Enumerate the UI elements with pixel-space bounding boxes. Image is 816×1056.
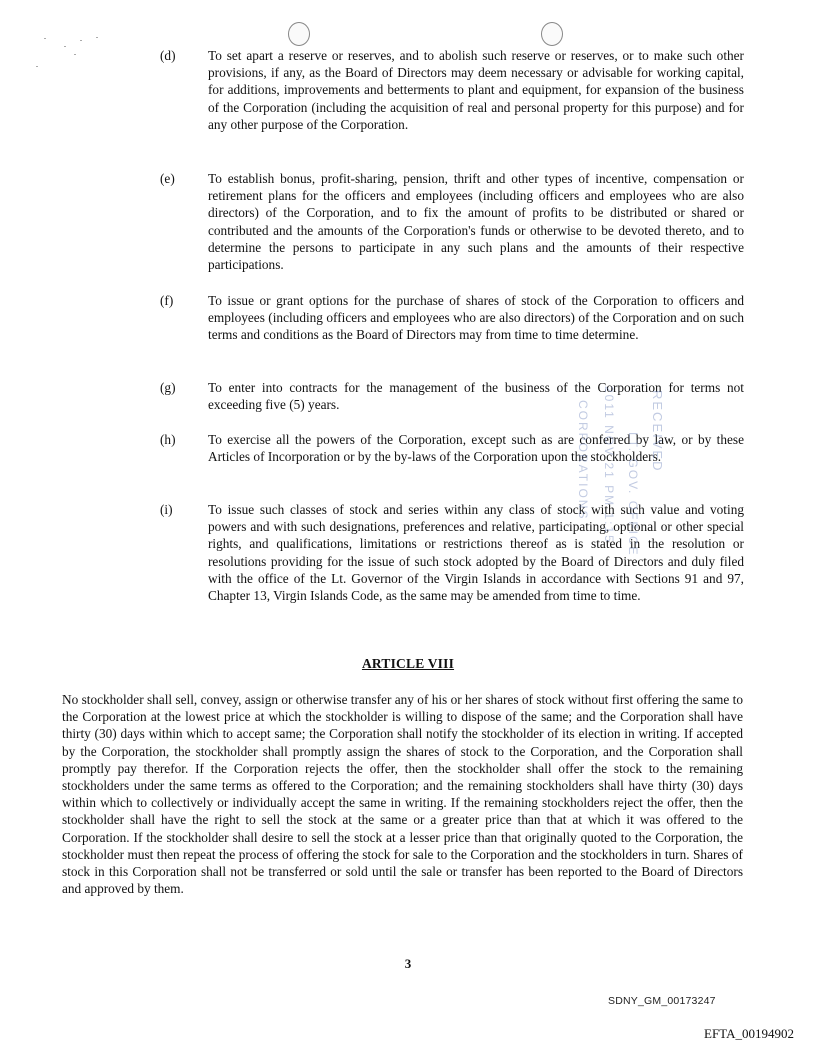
scan-specks	[34, 36, 114, 76]
list-item	[160, 170, 744, 273]
item-text: To enter into contracts for the management of the business of the Corporation for terms not exceeding five (5) years.	[208, 380, 744, 413]
item-label: (i)	[160, 502, 173, 517]
item-label: (g)	[160, 380, 176, 395]
list-item	[160, 431, 744, 465]
list-item	[160, 501, 744, 604]
article-body: No stockholder shall sell, convey, assign or otherwise transfer any of his or her shares of stock without first offering the same to the Corporation at the lowest price at which the stockholder is willing to dispose of the same; and the Corporation shall have thirty (30) days within which to accept same; the Corporation shall notify the stockholder of its election in writing. If accepted by the Corporation, the stockholder shall promptly assign the shares of stock to the Corporation, and the Corporation shall promptly pay therefor. If the Corporation rejects the offer, then the stockholder shall offer the stock to the remaining stockholders under the same terms as offered to the Corporation; and the remaining stockholders shall have thirty (30) days within which to collectively or individually accept the same in writing. If the remaining stockholders reject the offer, then the stockholder shall have the right to sell the stock at the same or a greater price than that at which it was offered to the Corporation. If the stockholder shall desire to sell the stock at a lesser price than that originally quoted to the Corporation, the stockholder must then repeat the process of offering the stock for sale to the Corporation and the stockholders in turn. Shares of stock in this Corporation shall not be transferred or sold until the sale or transfer has been reported to the Board of Directors and approved by them.	[62, 692, 743, 897]
list-item	[160, 47, 744, 133]
item-label: (d)	[160, 48, 176, 63]
item-text: To issue such classes of stock and series within any class of stock with such value and voting powers and with such designations, preferences and relative, participating, optional or other special rights, and qualifications, limitations or restrictions thereof as is stated in the resolution or resolutions providing for the issue of such stock adopted by the Board of Directors and duly filed with the office of the Lt. Governor of the Virgin Islands in accordance with Sections 91 and 97, Chapter 13, Virgin Islands Code, as the same may be amended from time to time.	[208, 502, 744, 604]
article-heading: ARTICLE VIII	[361, 656, 455, 671]
list-item	[160, 292, 744, 344]
item-text: To establish bonus, profit-sharing, pension, thrift and other types of incentive, compensation or retirement plans for the officers and employees (including officers and employees who are also directors) of the Corporation, and to fix the amount of profits to be distributed or shared or contributed and the amounts of the Corporation's funds or otherwise to be devoted thereto, and to determine the persons to participate in any such plans and the amounts of their respective participations.	[208, 171, 744, 273]
stamp-text: CORPORATIONS	[576, 400, 590, 521]
item-label: (h)	[160, 432, 176, 447]
stamp-text: LT. GOV. OFFICE	[626, 432, 640, 557]
stamp-text: RECEIVED	[650, 390, 665, 473]
efta-number: EFTA_00194902	[704, 1026, 794, 1041]
list-item	[160, 379, 744, 413]
item-text: To set apart a reserve or reserves, and to abolish such reserve or reserves, or to make such other provisions, if any, as the Board of Directors may deem necessary or advisable for working capital, for additions, improvements and betterments to plant and equipment, for expansion of the business of the Corporation (including the acquisition of real and personal property for this purpose) and for any other purpose of the Corporation.	[208, 48, 744, 132]
item-label: (f)	[160, 293, 174, 308]
item-text: To issue or grant options for the purchase of shares of stock of the Corporation to officers and employees (including officers and employees who are also directors) of the Corporation and on such terms and conditions as the Board of Directors may from time to time determine.	[208, 293, 744, 343]
item-label: (e)	[160, 171, 175, 186]
bates-number: SDNY_GM_00173247	[608, 995, 716, 1007]
item-text: To exercise all the powers of the Corporation, except such as are conferred by law, or by these Articles of Incorporation or by the by-laws of the Corporation upon the stockholders.	[208, 432, 744, 465]
stamp-text: 2011 NOV 21 PM 1:15	[602, 386, 616, 544]
punch-hole	[541, 22, 563, 46]
punch-hole	[288, 22, 310, 46]
page-number: 3	[404, 956, 412, 971]
